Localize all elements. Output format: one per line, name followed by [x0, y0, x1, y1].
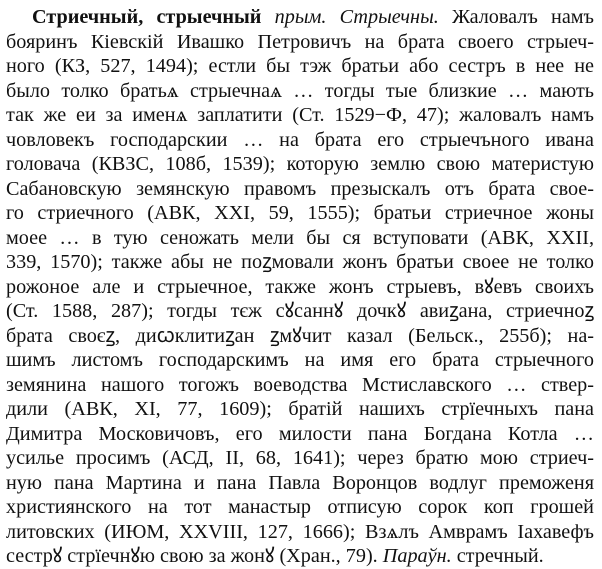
variant-form: Стрыечны. [339, 6, 439, 28]
entry-text-end: сестрꙋ стрїечнꙋю свою за жонꙋ (Хран., 79). [6, 545, 378, 567]
entry-line-20: ную пана Мартина и пана Павла Воронцов водлуг преможеня [6, 471, 594, 494]
entry-line-17: дили (АВК, XI, 77, 1609); братій нашихъ стрїечныхъ пана [6, 398, 594, 420]
entry-line-11: 339, 1570); также абы не поꙁмовали жонъ братьи своее не толко [6, 251, 594, 273]
entry-line-8: Сабановскую земянскую правомъ презыскалъ отъ брата свое- [6, 177, 594, 200]
entry-line-3: ного (КЗ, 527, 1494); естли бы тэж братьи або сестръ в нее не [6, 55, 594, 77]
entry-line-22: литовских (ИЮМ, XXVIII, 127, 1666); Взѧлъ Амврамъ Іахавефъ [6, 520, 594, 543]
grammar-label: прым. [274, 6, 327, 28]
entry-line-16: земянина нашого тогожъ воеводства Мстиславского … ствер- [6, 373, 594, 396]
entry-line-21: християнского на тот манастыр отписую сорок коп грошей [6, 496, 594, 518]
entry-line-7: головача (КВЗС, 108б, 1539); которую землю свою материстую [6, 153, 594, 175]
entry-line-23 [6, 544, 594, 569]
parallel-label: Параўн. [382, 545, 452, 567]
entry-line-5: так же еи за именѧ заплатити (Ст. 1529−Ф, 47); жаловалъ намъ [6, 104, 594, 126]
entry-line-9: го стриечного (АВК, XXI, 59, 1555); братьи стриечное жоны [6, 202, 594, 224]
entry-text-start: Жаловалъ намъ [452, 6, 594, 28]
entry-line-4: было толко братьѧ стрыечнаѧ … тогды тые близкие … мають [6, 79, 594, 102]
entry-line-14: брата своєꙁ, диꙍклитиꙁан ꙁмꙋчит казал (Бельск., 255б); на- [6, 324, 594, 347]
entry-line-13: (Ст. 1588, 287); тогды тєж сꙋсаннꙋ дочкꙋ авиꙁана, стриечноꙁ [6, 300, 594, 322]
entry-line-10: моее … в тую сеножать мели бы ся вступовати (АВК, XXII, [6, 226, 594, 249]
entry-line-1 [6, 5, 594, 30]
headword: Стриечный, стрыечный [32, 6, 262, 28]
entry-line-2: бояринъ Кіевскій Ивашко Петровичъ на брата своего стрыеч- [6, 30, 594, 53]
entry-line-18: Димитра Московичовъ, его милости пана Богдана Котла … [6, 422, 594, 445]
entry-line-15: шимъ листомъ господарскимъ на имя его брата стрыечного [6, 349, 594, 371]
entry-line-19: усилье просимъ (АСД, II, 68, 1641); через братю мою стриеч- [6, 447, 594, 469]
parallel-word: стречный. [456, 545, 544, 567]
entry-line-6: човловекъ господарскии … на брата его стрыечъного ивана [6, 128, 594, 151]
entry-line-12: рожоное але и стрыечное, также жонъ стрыевъ, вꙋевъ своихъ [6, 275, 594, 298]
